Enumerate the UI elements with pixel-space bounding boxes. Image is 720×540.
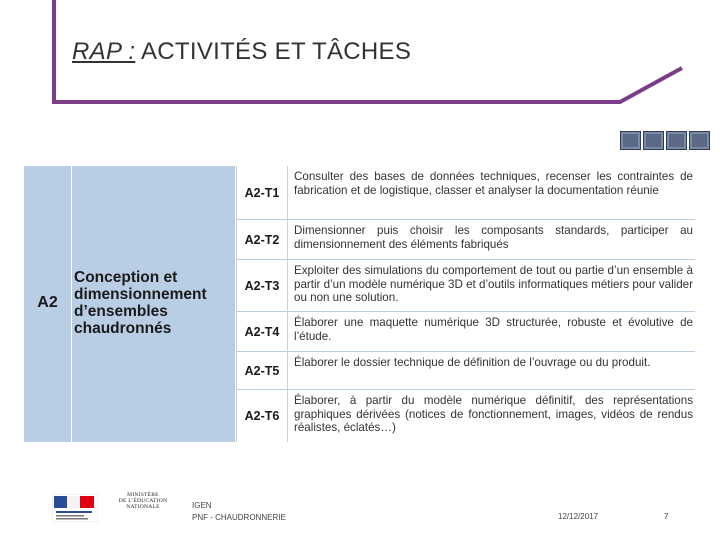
task-description: Élaborer une maquette numérique 3D structurée, robuste et évolutive de l’étude. [294, 316, 693, 343]
square-icon [666, 131, 687, 150]
title-frame [0, 0, 720, 120]
task-code: A2-T2 [237, 220, 288, 259]
task-code: A2-T4 [237, 312, 288, 351]
task-description: Élaborer, à partir du modèle numérique définitif, des représentations graphiques dérivées (notices de fonctionnement, images, vidéos de rendus réalistes, éclatés…) [294, 394, 693, 434]
task-code: A2-T6 [237, 390, 288, 442]
task-code: A2-T1 [237, 166, 288, 219]
title-rest: ACTIVITÉS ET TÂCHES [140, 38, 412, 65]
ministry-line: NATIONALE [126, 504, 160, 511]
footer-program: PNF - CHAUDRONNERIE [192, 513, 286, 522]
table-row [237, 352, 695, 390]
footer-date: 12/12/2017 [558, 512, 599, 521]
task-code: A2-T3 [237, 260, 288, 311]
table-row [237, 390, 695, 442]
title-prefix: RAP : [72, 38, 136, 65]
marianne-flag-icon [52, 494, 98, 522]
table-row [237, 220, 695, 260]
ministry-logo [52, 492, 170, 524]
activity-name: Conception et dimensionnement d’ensembles chaudronnés [74, 269, 207, 337]
footer-org: IGEN [192, 501, 212, 510]
ministry-line: MINISTÈRE [127, 492, 159, 498]
activities-table [24, 166, 694, 442]
footer-info [192, 500, 286, 524]
page-title [72, 38, 411, 66]
task-description: Consulter des bases de données techniques, recenser les contraintes de fabrication et de logistique, classer et analyser la documentation réunie [294, 170, 693, 197]
task-list [236, 166, 695, 442]
task-code: A2-T5 [237, 352, 288, 389]
square-icon [643, 131, 664, 150]
task-description: Dimensionner puis choisir les composants standards, participer au dimensionnement des éléments fabriqués [294, 224, 693, 251]
square-icon [689, 131, 710, 150]
ministry-line: DE L’ÉDUCATION [118, 498, 168, 505]
task-description: Élaborer le dossier technique de définition de l’ouvrage ou du produit. [294, 356, 651, 369]
activity-code-cell [24, 166, 72, 442]
table-row [237, 312, 695, 352]
table-row [237, 260, 695, 312]
square-icon [620, 131, 641, 150]
activity-code: A2 [37, 294, 58, 311]
page-number: 7 [664, 512, 669, 521]
task-description: Exploiter des simulations du comportement de tout ou partie d’un ensemble à partir d’un modèle numérique 3D et d’outils informatiques métiers pour valider ou non une solution. [294, 264, 693, 304]
activity-name-cell [72, 166, 235, 442]
decorative-squares [620, 131, 710, 150]
table-row [237, 166, 695, 220]
ministry-name [114, 492, 172, 511]
